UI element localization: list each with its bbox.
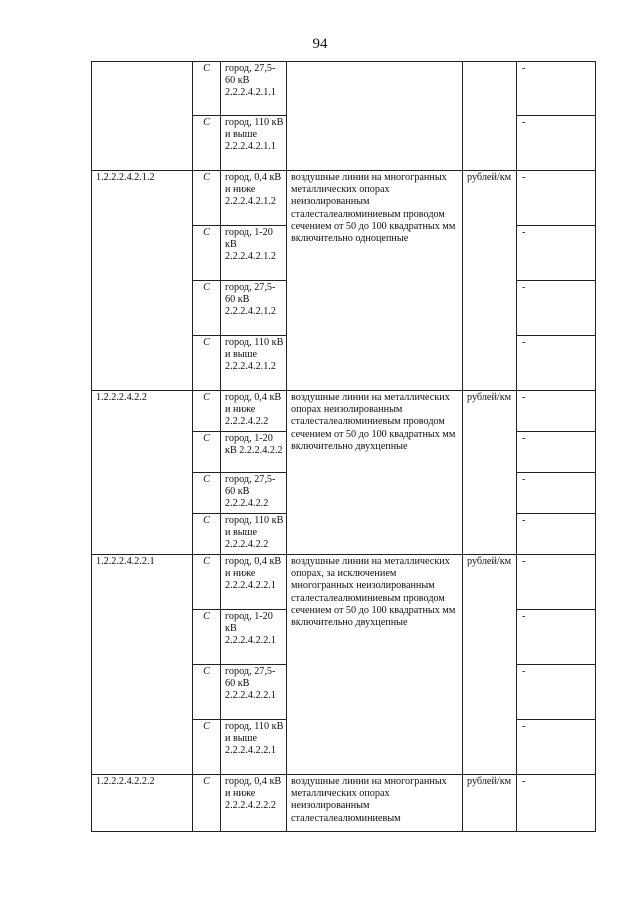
value-cell: - <box>517 775 596 832</box>
zone-cell: город, 27,5-60 кВ 2.2.2.4.2.1.2 <box>221 281 287 336</box>
voltage-mark: С <box>193 720 221 775</box>
zone-cell: город, 27,5-60 кВ 2.2.2.4.2.2.1 <box>221 665 287 720</box>
value-cell: - <box>517 432 596 473</box>
voltage-mark: С <box>193 514 221 555</box>
value-cell: - <box>517 226 596 281</box>
table-row <box>92 171 596 226</box>
value-cell: - <box>517 610 596 665</box>
voltage-mark: С <box>193 226 221 281</box>
voltage-mark: С <box>193 473 221 514</box>
voltage-mark: С <box>193 665 221 720</box>
voltage-mark: С <box>193 116 221 171</box>
row-code <box>92 62 193 171</box>
zone-cell: город, 27,5-60 кВ 2.2.2.4.2.2 <box>221 473 287 514</box>
value-cell: - <box>517 473 596 514</box>
description-cell: воздушные линии на металлических опорах, за исключением многогранных неизолированным сталесталеалюминиевым проводом сечением от 50 до 100 квадратных мм включительно двухцепные <box>287 555 463 775</box>
zone-cell: город, 0,4 кВ и ниже 2.2.2.4.2.2 <box>221 391 287 432</box>
voltage-mark: С <box>193 171 221 226</box>
description-cell: воздушные линии на металлических опорах неизолированным сталесталеалюминиевым проводом сечением от 50 до 100 квадратных мм включительно двухцепные <box>287 391 463 555</box>
description-cell: воздушные линии на многогранных металлических опорах неизолированным сталесталеалюминиевым <box>287 775 463 832</box>
unit-cell: рублей/км <box>463 171 517 391</box>
value-cell: - <box>517 336 596 391</box>
zone-cell: город, 1-20 кВ 2.2.2.4.2.2 <box>221 432 287 473</box>
voltage-mark: С <box>193 432 221 473</box>
row-code: 1.2.2.2.4.2.1.2 <box>92 171 193 391</box>
voltage-mark: С <box>193 610 221 665</box>
zone-cell: город, 110 кВ и выше 2.2.2.4.2.1.2 <box>221 336 287 391</box>
row-code: 1.2.2.2.4.2.2.1 <box>92 555 193 775</box>
unit-cell <box>463 62 517 171</box>
zone-cell: город, 1-20 кВ 2.2.2.4.2.2.1 <box>221 610 287 665</box>
zone-cell: город, 1-20 кВ 2.2.2.4.2.1.2 <box>221 226 287 281</box>
voltage-mark: С <box>193 62 221 116</box>
value-cell: - <box>517 171 596 226</box>
value-cell: - <box>517 391 596 432</box>
table-row <box>92 62 596 116</box>
tariff-table <box>91 61 596 832</box>
zone-cell: город, 110 кВ и выше 2.2.2.4.2.1.1 <box>221 116 287 171</box>
value-cell: - <box>517 665 596 720</box>
voltage-mark: С <box>193 775 221 832</box>
unit-cell: рублей/км <box>463 391 517 555</box>
voltage-mark: С <box>193 281 221 336</box>
row-code: 1.2.2.2.4.2.2 <box>92 391 193 555</box>
value-cell: - <box>517 720 596 775</box>
zone-cell: город, 27,5-60 кВ 2.2.2.4.2.1.1 <box>221 62 287 116</box>
description-cell <box>287 62 463 171</box>
row-code: 1.2.2.2.4.2.2.2 <box>92 775 193 832</box>
voltage-mark: С <box>193 336 221 391</box>
page-number: 94 <box>312 36 328 52</box>
value-cell: - <box>517 281 596 336</box>
table-row <box>92 391 596 432</box>
value-cell: - <box>517 514 596 555</box>
unit-cell: рублей/км <box>463 555 517 775</box>
description-cell: воздушные линии на многогранных металлических опорах неизолированным сталесталеалюминиевым проводом сечением от 50 до 100 квадратных мм включительно одноцепные <box>287 171 463 391</box>
voltage-mark: С <box>193 555 221 610</box>
zone-cell: город, 0,4 кВ и ниже 2.2.2.4.2.2.1 <box>221 555 287 610</box>
zone-cell: город, 110 кВ и выше 2.2.2.4.2.2 <box>221 514 287 555</box>
value-cell: - <box>517 555 596 610</box>
value-cell: - <box>517 116 596 171</box>
zone-cell: город, 110 кВ и выше 2.2.2.4.2.2.1 <box>221 720 287 775</box>
zone-cell: город, 0,4 кВ и ниже 2.2.2.4.2.1.2 <box>221 171 287 226</box>
zone-cell: город, 0,4 кВ и ниже 2.2.2.4.2.2.2 <box>221 775 287 832</box>
value-cell: - <box>517 62 596 116</box>
table-row <box>92 775 596 832</box>
voltage-mark: С <box>193 391 221 432</box>
unit-cell: рублей/км <box>463 775 517 832</box>
table-row <box>92 555 596 610</box>
